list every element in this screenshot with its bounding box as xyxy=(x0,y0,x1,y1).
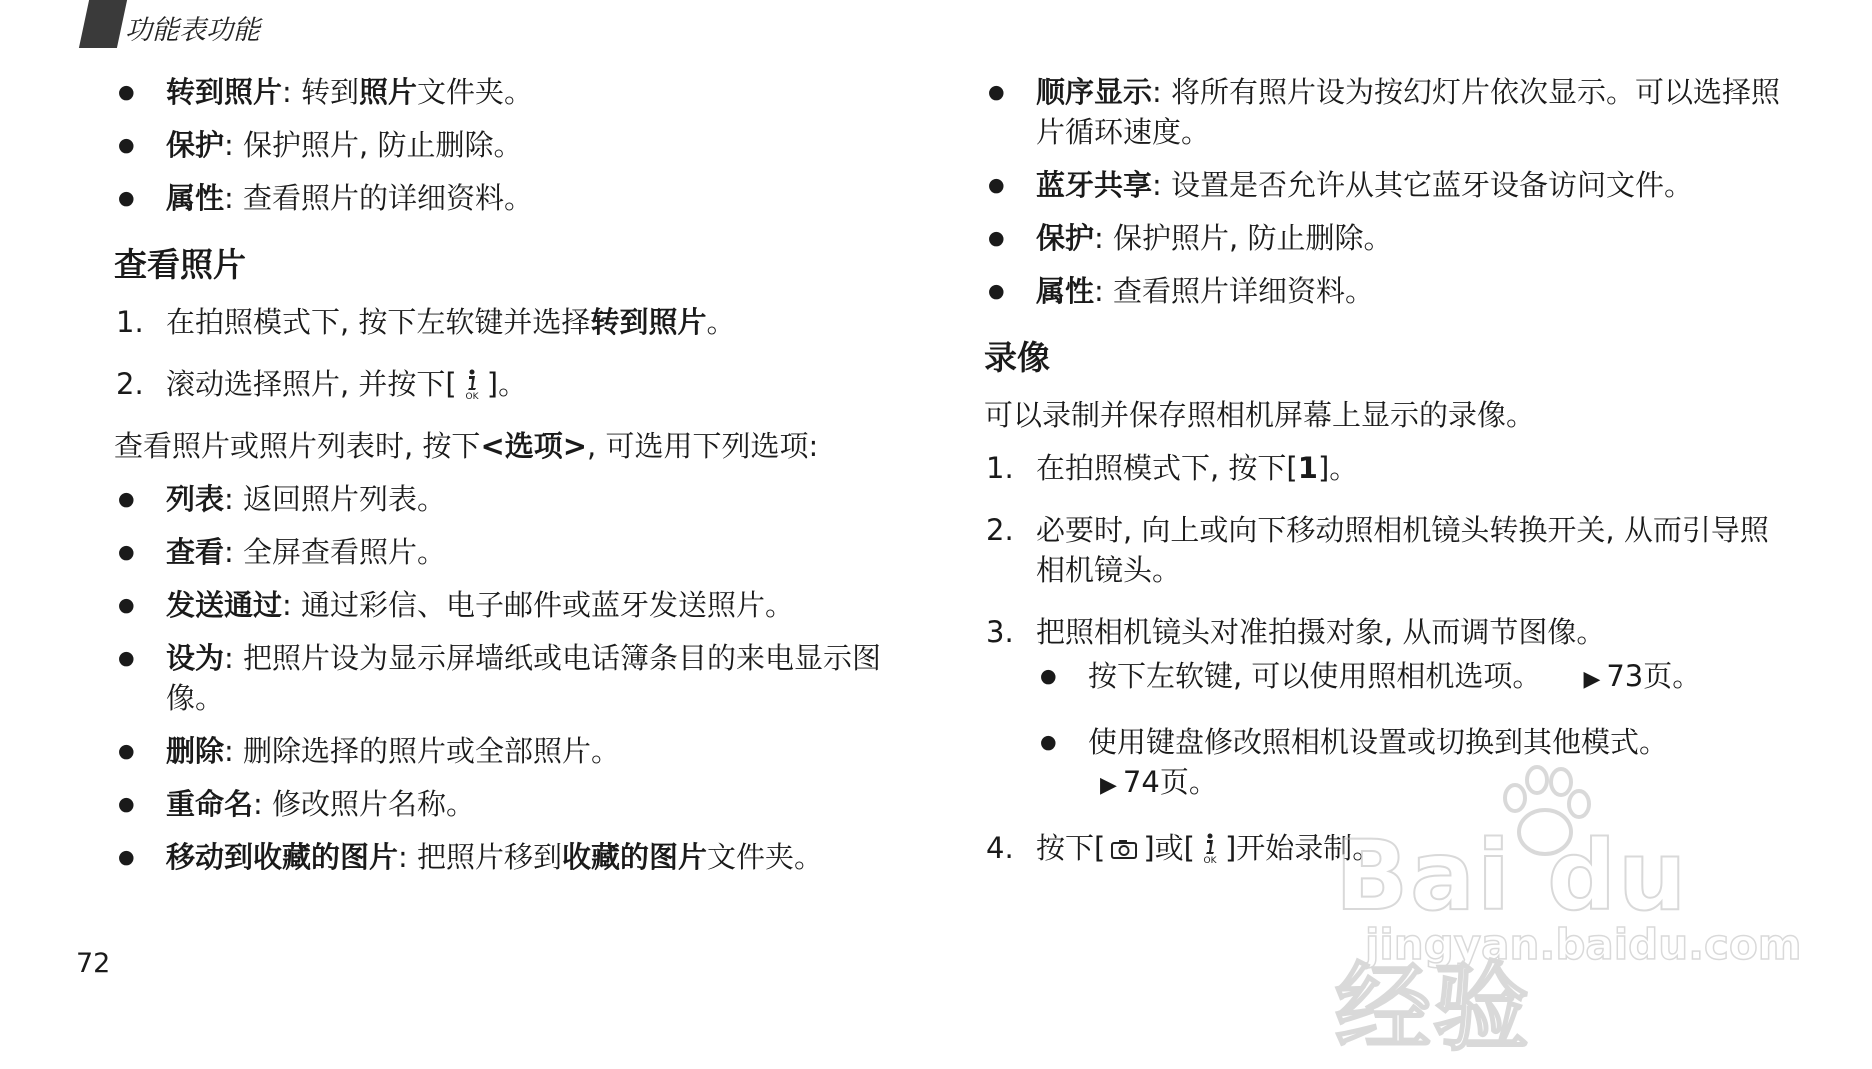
step-term: 转到照片 xyxy=(590,305,707,339)
list-item xyxy=(1036,656,1784,700)
item-text: : 保护照片, 防止删除。 xyxy=(224,128,523,162)
item-term: 保护 xyxy=(1036,221,1095,255)
view-option-bullets xyxy=(114,479,914,877)
list-item xyxy=(984,218,1784,258)
video-steps xyxy=(984,448,1784,868)
header-title: 功能表功能 xyxy=(125,15,260,46)
item-term: 列表 xyxy=(166,482,225,516)
step-text: 在拍照模式下, 按下[ xyxy=(1036,451,1298,485)
item-term: 删除 xyxy=(166,734,225,768)
step-item xyxy=(984,828,1784,868)
para-text: 查看照片或照片列表时, 按下 xyxy=(114,429,481,463)
list-item xyxy=(114,72,914,112)
item-term: 设为 xyxy=(166,641,225,675)
list-item xyxy=(114,784,914,824)
item-text: : 修改照片名称。 xyxy=(253,787,476,821)
list-item xyxy=(984,271,1784,311)
para-text: , 可选用下列选项: xyxy=(587,429,819,463)
item-term: 保护 xyxy=(166,128,225,162)
step-text: 。 xyxy=(706,305,736,339)
list-item xyxy=(114,479,914,519)
item-text: : 删除选择的照片或全部照片。 xyxy=(224,734,621,768)
left-column xyxy=(114,72,914,890)
item-text: : 把照片设为显示屏墙纸或电话簿条目的来电显示图像。 xyxy=(166,641,882,715)
step-number: 1. xyxy=(986,451,1014,485)
item-text: : 设置是否允许从其它蓝牙设备访问文件。 xyxy=(1152,168,1694,202)
step-text: ]。 xyxy=(1317,451,1359,485)
item-term: 发送通过 xyxy=(166,588,283,622)
svg-text:OK: OK xyxy=(1203,856,1217,864)
item-text: 文件夹。 xyxy=(707,840,824,874)
right-top-bullets xyxy=(984,72,1784,311)
list-item xyxy=(114,585,914,625)
step-text: 滚动选择照片, 并按下[ xyxy=(166,367,457,401)
step-text: 把照相机镜头对准拍摄对象, 从而调节图像。 xyxy=(1036,615,1606,649)
item-text: : 返回照片列表。 xyxy=(224,482,447,516)
step-text: 必要时, 向上或向下移动照相机镜头转换开关, 从而引导照相机镜头。 xyxy=(1036,513,1769,587)
item-text: : 保护照片, 防止删除。 xyxy=(1094,221,1393,255)
step-item xyxy=(984,510,1784,590)
step-text: ]开始录制。 xyxy=(1224,831,1382,865)
list-item xyxy=(984,165,1784,205)
view-steps xyxy=(114,302,914,404)
item-term: 属性 xyxy=(1036,274,1095,308)
step-text: ]。 xyxy=(486,367,528,401)
item-text: : 查看照片详细资料。 xyxy=(1094,274,1375,308)
ok-key-icon xyxy=(461,368,483,400)
left-top-bullets xyxy=(114,72,914,218)
video-intro: 可以录制并保存照相机屏幕上显示的录像。 xyxy=(984,398,1536,432)
item-term: 移动到收藏的图片 xyxy=(166,840,399,874)
item-text: 使用键盘修改照相机设置或切换到其他模式。 xyxy=(1088,725,1669,759)
item-text: 文件夹。 xyxy=(417,75,534,109)
section-title-record-video: 录像 xyxy=(984,338,1050,377)
step-item xyxy=(114,302,914,342)
step-number: 2. xyxy=(116,367,144,401)
list-item xyxy=(1036,722,1784,806)
item-term: 属性 xyxy=(166,181,225,215)
watermark-url: jingyan.baidu.com xyxy=(1365,920,1802,969)
section-title-view-photos: 查看照片 xyxy=(114,245,246,284)
page-reference: 74页。 xyxy=(1122,765,1218,799)
ok-key-icon xyxy=(1199,832,1221,864)
item-text: : 将所有照片设为按幻灯片依次显示。可以选择照片循环速度。 xyxy=(1036,75,1781,149)
item-text: : 全屏查看照片。 xyxy=(224,535,447,569)
item-text: : 把照片移到 xyxy=(398,840,563,874)
svg-text:OK: OK xyxy=(465,392,479,400)
step-number: 3. xyxy=(986,615,1014,649)
list-item xyxy=(984,72,1784,152)
options-softkey-label: <选项> xyxy=(480,429,588,463)
step3-sub-bullets xyxy=(1036,656,1784,806)
step-key: 1 xyxy=(1297,451,1318,485)
watermark-brand: Bai du 经验 xyxy=(1335,820,1689,1064)
item-term: 转到照片 xyxy=(166,75,283,109)
item-term: 收藏的图片 xyxy=(562,840,708,874)
triangle-right-icon: ▶ xyxy=(1100,773,1117,798)
step-item xyxy=(984,448,1784,488)
item-term: 蓝牙共享 xyxy=(1036,168,1153,202)
step-text: 按下[ xyxy=(1036,831,1106,865)
list-item xyxy=(114,532,914,572)
item-term: 重命名 xyxy=(166,787,254,821)
step-item xyxy=(114,364,914,404)
step-number: 2. xyxy=(986,513,1014,547)
item-text: : 转到 xyxy=(282,75,360,109)
page-reference: 73页。 xyxy=(1606,659,1702,693)
list-item xyxy=(114,178,914,218)
item-term: 顺序显示 xyxy=(1036,75,1153,109)
camera-key-icon xyxy=(1109,832,1139,864)
item-text: : 通过彩信、电子邮件或蓝牙发送照片。 xyxy=(282,588,795,622)
header-bar xyxy=(79,0,127,48)
item-term: 查看 xyxy=(166,535,225,569)
item-text: 按下左软键, 可以使用照相机选项。 xyxy=(1088,659,1542,693)
step-number: 4. xyxy=(986,831,1014,865)
options-intro xyxy=(114,426,914,466)
item-term: 照片 xyxy=(359,75,418,109)
step-item xyxy=(984,612,1784,806)
item-text: : 查看照片的详细资料。 xyxy=(224,181,534,215)
right-column xyxy=(984,72,1784,890)
list-item xyxy=(114,731,914,771)
triangle-right-icon: ▶ xyxy=(1583,667,1601,692)
list-item xyxy=(114,837,914,877)
page-number: 72 xyxy=(76,948,111,979)
step-text: 在拍照模式下, 按下左软键并选择 xyxy=(166,305,591,339)
list-item xyxy=(114,638,914,718)
step-text: ]或[ xyxy=(1143,831,1195,865)
step-number: 1. xyxy=(116,305,144,339)
list-item xyxy=(114,125,914,165)
